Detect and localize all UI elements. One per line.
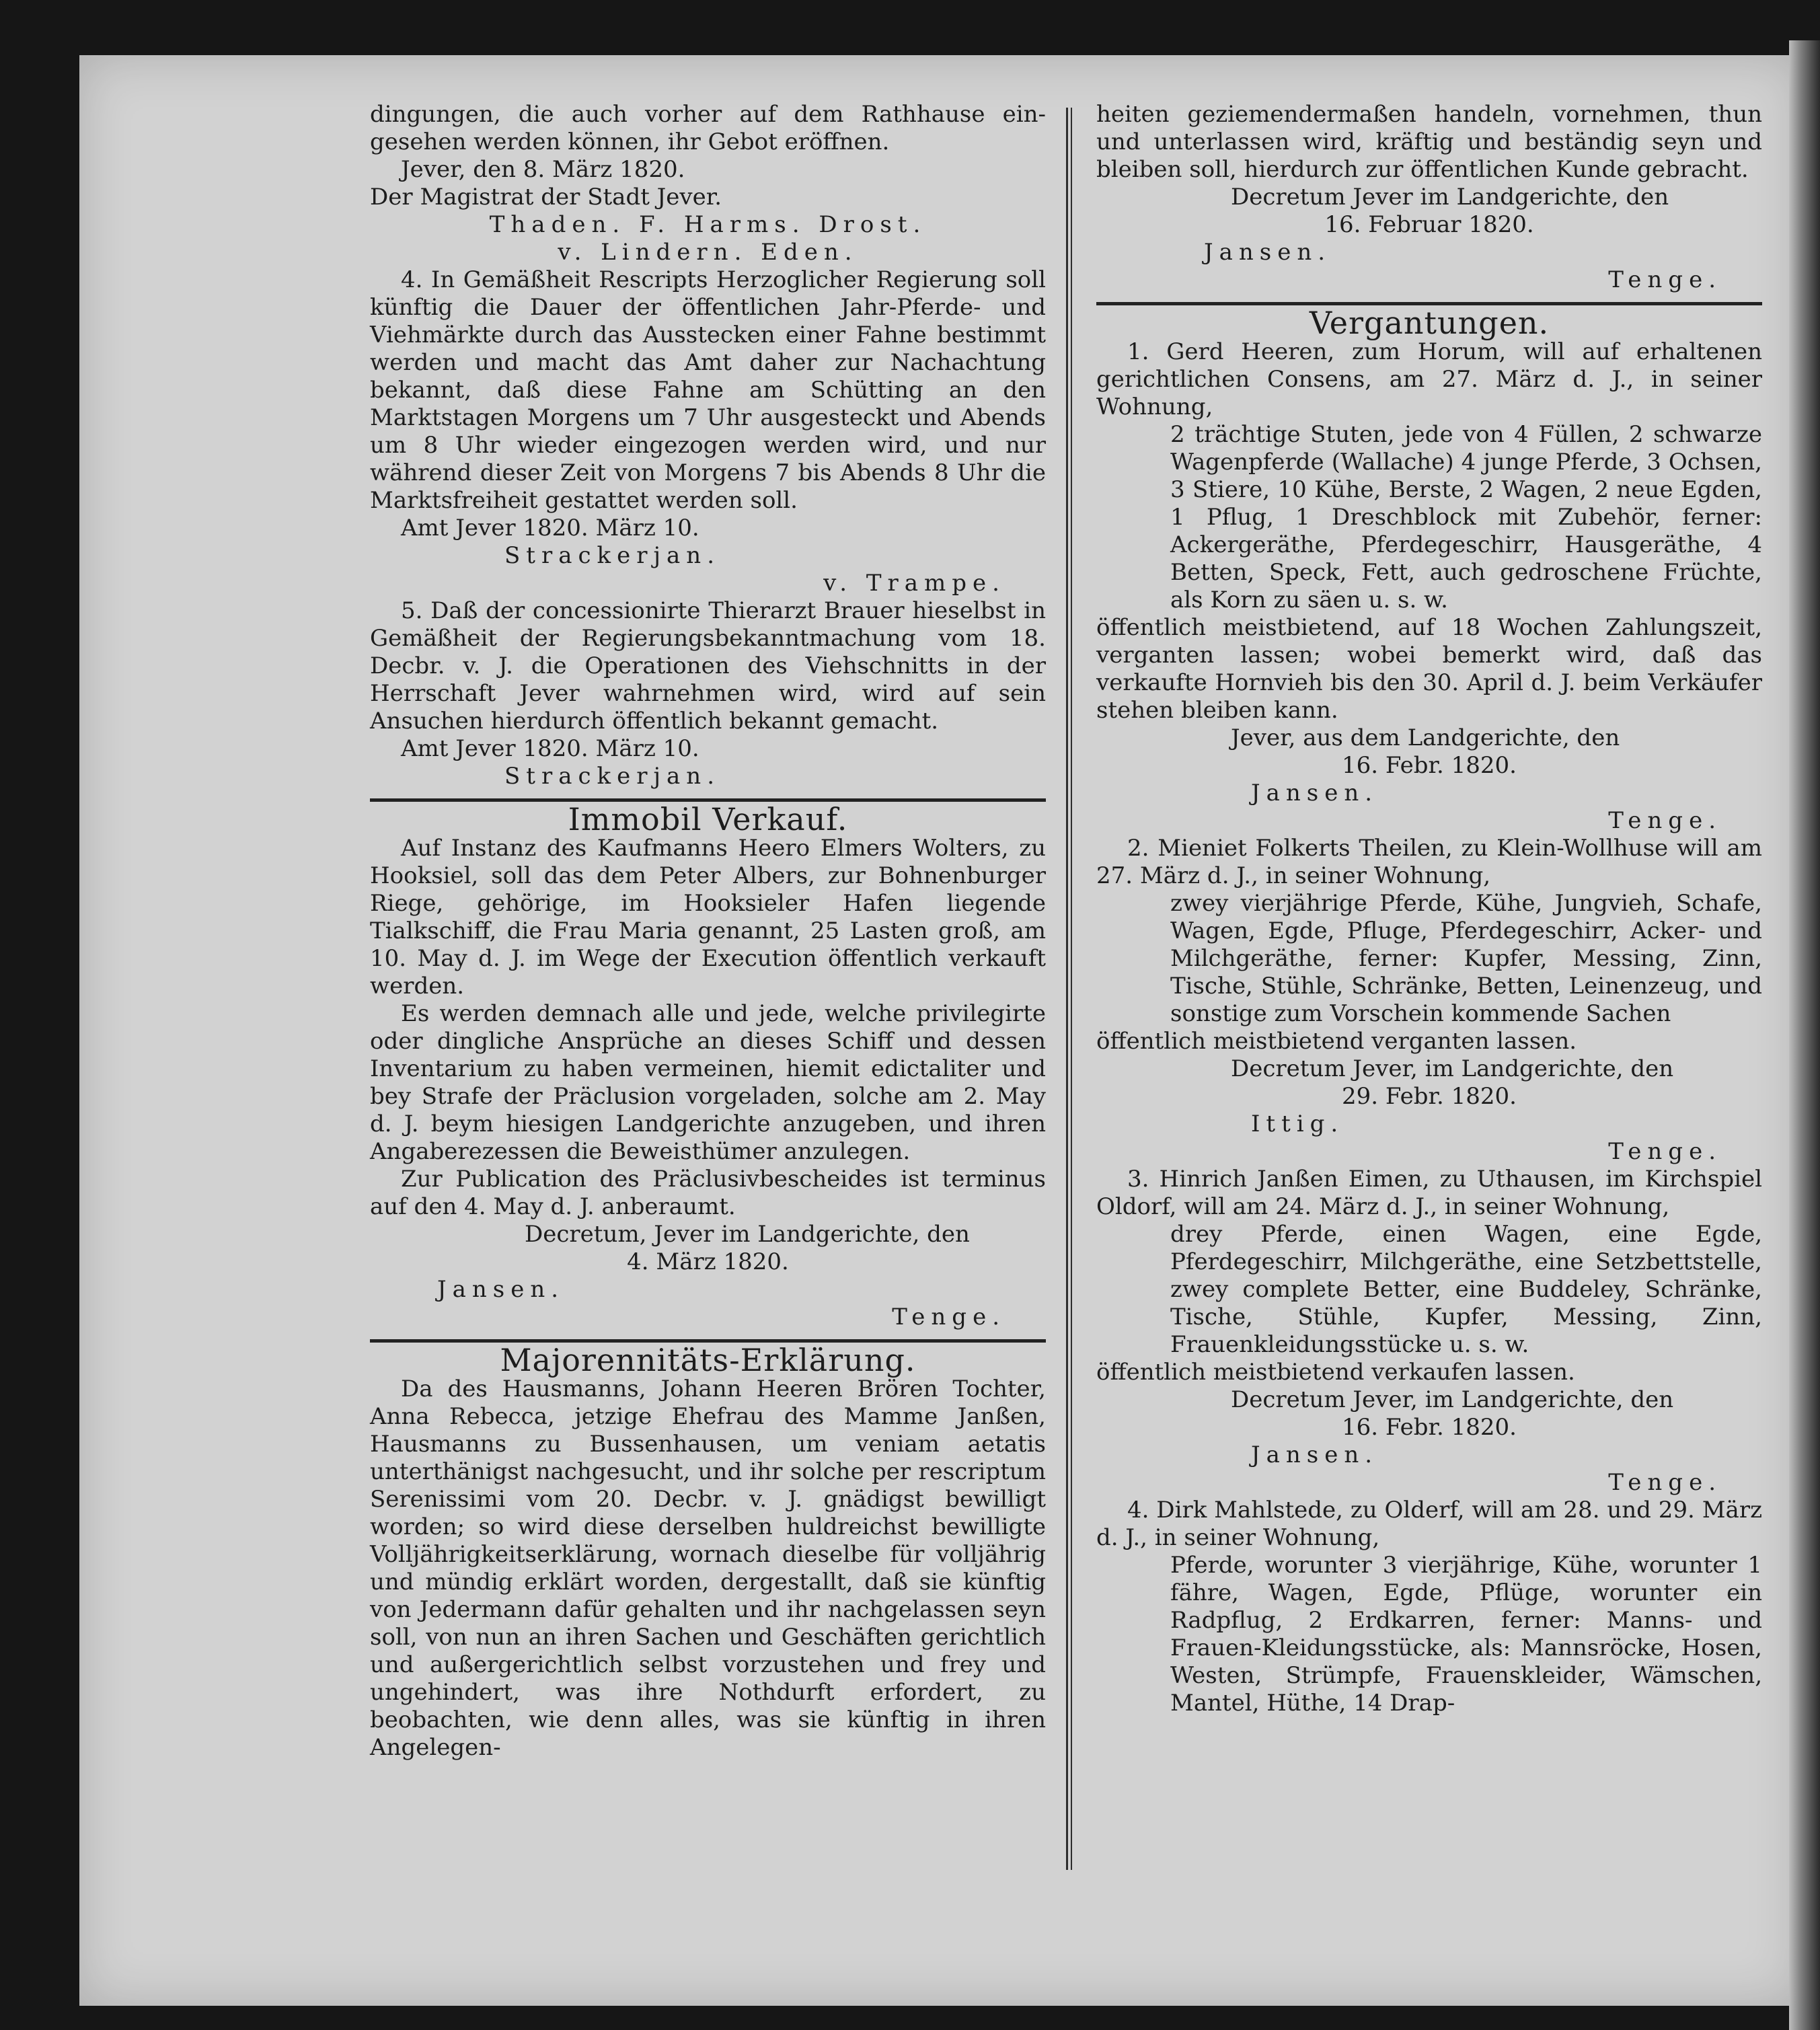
immobil-paragraph: Auf Instanz des Kaufmanns Heero Elmers Wolters, zu Hooksiel, soll das dem Peter Albers, zur Bohnenburger Riege, gehörige, im Hooksieler Hafen liegende Tialkschiff, die Frau Maria genannt, 25 Lasten groß, am 10. May d. J. im Wege der Execution öffentlich verkauft werden. — [370, 835, 1046, 1000]
dateline: Amt Jever 1820. März 10. — [401, 515, 699, 541]
decretum-date: 4. März 1820. — [627, 1248, 789, 1275]
auction-2: 2. Mieniet Folkerts Theilen, zu Klein-Wollhuse will am 27. März d. J., in seiner Wohnung, — [1096, 835, 1762, 889]
decretum-line: Decretum Jever, im Landgerichte, den — [1231, 1055, 1674, 1082]
signature: Jansen. — [1204, 239, 1332, 266]
auction-4-items: Pferde, worunter 3 vierjährige, Kühe, worunter 1 fähre, Wagen, Egde, Pflüge, worunter ein Radpflug, 2 Erdkarren, ferner: Manns- und Frauen-Kleidungsstücke, als: Mannsröcke, Hosen, Westen, Strümpfe, Frauenskleider, Wämschen, Mantel, Hüthe, 14 Drap- — [1170, 1552, 1762, 1717]
signatures: Thaden. F. Harms. Drost. — [489, 211, 927, 238]
dateline: Jever, den 8. März 1820. — [401, 156, 685, 183]
notice-5: 5. Daß der concessionirte Thierarzt Brauer hieselbst in Gemäßheit der Regierungsbekanntmachung vom 18. Decbr. v. J. die Operationen des Viehschnitts in der Herrschaft Jever wahrnehmen wird, wird auf sein Ansuchen hierdurch öffentlich bekannt gemacht. — [370, 597, 1046, 735]
issuer: Der Magistrat der Stadt Jever. — [370, 184, 722, 211]
right-column — [1096, 101, 1762, 1717]
auction-3: 3. Hinrich Janßen Eimen, zu Uthausen, im Kirchspiel Oldorf, will am 24. März d. J., in seiner Wohnung, — [1096, 1166, 1762, 1220]
auction-2-items: zwey vierjährige Pferde, Kühe, Jungvieh, Schafe, Wagen, Egde, Pfluge, Pferdegeschirr, Acker- und Milchgeräthe, ferner: Kupfer, Messing, Zinn, Tische, Stühle, Schränke, Betten, Leinenzeug, und sonstige zum Vorschein kommende Sachen — [1170, 890, 1762, 1027]
decretum-line: Decretum Jever, im Landgerichte, den — [1231, 1386, 1674, 1413]
auction-3-terms: öffentlich meistbietend verkaufen lassen. — [1096, 1359, 1575, 1386]
signature: Jansen. — [1251, 780, 1379, 806]
signature: Jansen. — [437, 1276, 565, 1303]
signature: Strackerjan. — [504, 763, 721, 790]
signature: Tenge. — [892, 1304, 1006, 1330]
decretum-date: 16. Februar 1820. — [1324, 211, 1534, 238]
signature: Tenge. — [1608, 1469, 1722, 1496]
auction-2-terms: öffentlich meistbietend verganten lassen. — [1096, 1028, 1577, 1055]
section-heading-vergantungen: Vergantungen. — [1309, 305, 1550, 341]
auction-3-items: drey Pferde, einen Wagen, eine Egde, Pferdegeschirr, Milchgeräthe, eine Setzbettstelle, zwey complete Better, eine Buddeley, Schränke, Tische, Stühle, Kupfer, Messing, Zinn, Frauenkleidungsstücke u. s. w. — [1170, 1221, 1762, 1358]
auction-1: 1. Gerd Heeren, zum Horum, will auf erhaltenen gerichtlichen Consens, am 27. März d. J., in seiner Wohnung, — [1096, 338, 1762, 420]
signature: Tenge. — [1608, 1138, 1722, 1165]
signature: Strackerjan. — [504, 542, 721, 569]
decretum-date: 16. Febr. 1820. — [1342, 1414, 1517, 1441]
notice-4: 4. In Gemäßheit Rescripts Herzoglicher Regierung soll künftig die Dauer der öffentlichen Jahr-Pferde- und Viehmärkte durch das Ausstecken einer Fahne bestimmt werden und macht das Amt daher zur Nachachtung bekannt, daß diese Fahne am Schütting an den Marktstagen Morgens um 7 Uhr ausgesteckt und Abends um 8 Uhr wieder eingezogen werden wird, und nur während dieser Zeit von Morgens 7 bis Abends 8 Uhr die Marktsfreiheit gestattet werden soll. — [370, 266, 1046, 514]
signature: Tenge. — [1608, 266, 1722, 293]
decretum-line: Decretum Jever im Landgerichte, den — [1231, 184, 1669, 211]
immobil-paragraph: Es werden demnach alle und jede, welche privilegirte oder dingliche Ansprüche an dieses Schiff und dessen Inventarium zu haben vermeinen, hiemit edictaliter und bey Strafe der Präclusion vorgeladen, solche am 2. May d. J. beym hiesigen Landgerichte anzugeben, und ihren Angaberezessen die Beweisthümer anzulegen. — [370, 1000, 1046, 1165]
signatures: v. Lindern. Eden. — [558, 239, 858, 266]
paragraph-continuation: heiten geziemendermaßen handeln, vornehmen, thun und unterlassen wird, kräftig und beständig seyn und bleiben soll, hierdurch zur öffentlichen Kunde gebracht. — [1096, 101, 1762, 183]
signature: Tenge. — [1608, 807, 1722, 834]
signature: v. Trampe. — [823, 570, 1006, 597]
majorennitaet-paragraph: Da des Hausmanns, Johann Heeren Brören Tochter, Anna Rebecca, jetzige Ehefrau des Mamme Janßen, Hausmanns zu Bussenhausen, um veniam aetatis unterthänigst nachgesucht, und ihr solche per rescriptum Serenissimi vom 20. Decbr. v. J. gnädigst bewilligt worden; so wird diese derselben huldreichst bewilligte Volljährigkeitserklärung, wornach dieselbe für volljährig und mündig erklärt worden, dergestallt, daß sie künftig von Jedermann dafür gehalten und ihr nachgelassen seyn soll, von nun an ihren Sachen und Geschäften gerichtlich und außergerichtlich selbst vorzustehen und frey und ungehindert, was ihre Nothdurft erfordert, zu beobachten, wie denn alles, was sie künftig in ihren Angelegen- — [370, 1376, 1046, 1761]
decretum-date: 29. Febr. 1820. — [1342, 1083, 1517, 1110]
signature: Ittig. — [1251, 1111, 1344, 1137]
column-divider — [1066, 108, 1072, 1870]
decretum-date: 16. Febr. 1820. — [1342, 752, 1517, 779]
place-line: Jever, aus dem Landgerichte, den — [1231, 724, 1620, 751]
paragraph-continuation: dingungen, die auch vorher auf dem Rathhause ein-gesehen werden können, ihr Gebot eröffnen. — [370, 101, 1046, 155]
section-heading-immobil: Immobil Verkauf. — [568, 801, 848, 837]
auction-4: 4. Dirk Mahlstede, zu Olderf, will am 28. und 29. März d. J., in seiner Wohnung, — [1096, 1497, 1762, 1551]
section-heading-majorennitaet: Majorennitäts-Erklärung. — [500, 1342, 916, 1378]
left-column — [370, 101, 1046, 1762]
auction-1-items: 2 trächtige Stuten, jede von 4 Füllen, 2 schwarze Wagenpferde (Wallache) 4 junge Pferde, 3 Ochsen, 3 Stiere, 10 Kühe, Berste, 2 Wagen, 2 neue Egden, 1 Pflug, 1 Dreschblock mit Zubehör, ferner: Ackergeräthe, Pferdegeschirr, Hausgeräthe, 4 Betten, Speck, Fett, auch gedroschene Früchte, als Korn zu säen u. s. w. — [1170, 421, 1762, 613]
signature: Jansen. — [1251, 1441, 1379, 1468]
decretum-line: Decretum, Jever im Landgerichte, den — [525, 1221, 970, 1248]
auction-1-terms: öffentlich meistbietend, auf 18 Wochen Zahlungszeit, verganten lassen; wobei bemerkt wird, daß das verkaufte Hornvieh bis den 30. April d. J. beim Verkäufer stehen bleiben kann. — [1096, 614, 1762, 724]
immobil-paragraph: Zur Publication des Präclusivbescheides ist terminus auf den 4. May d. J. anberaumt. — [370, 1166, 1046, 1220]
dateline: Amt Jever 1820. März 10. — [401, 735, 699, 762]
page-right-edge — [1789, 40, 1820, 2030]
